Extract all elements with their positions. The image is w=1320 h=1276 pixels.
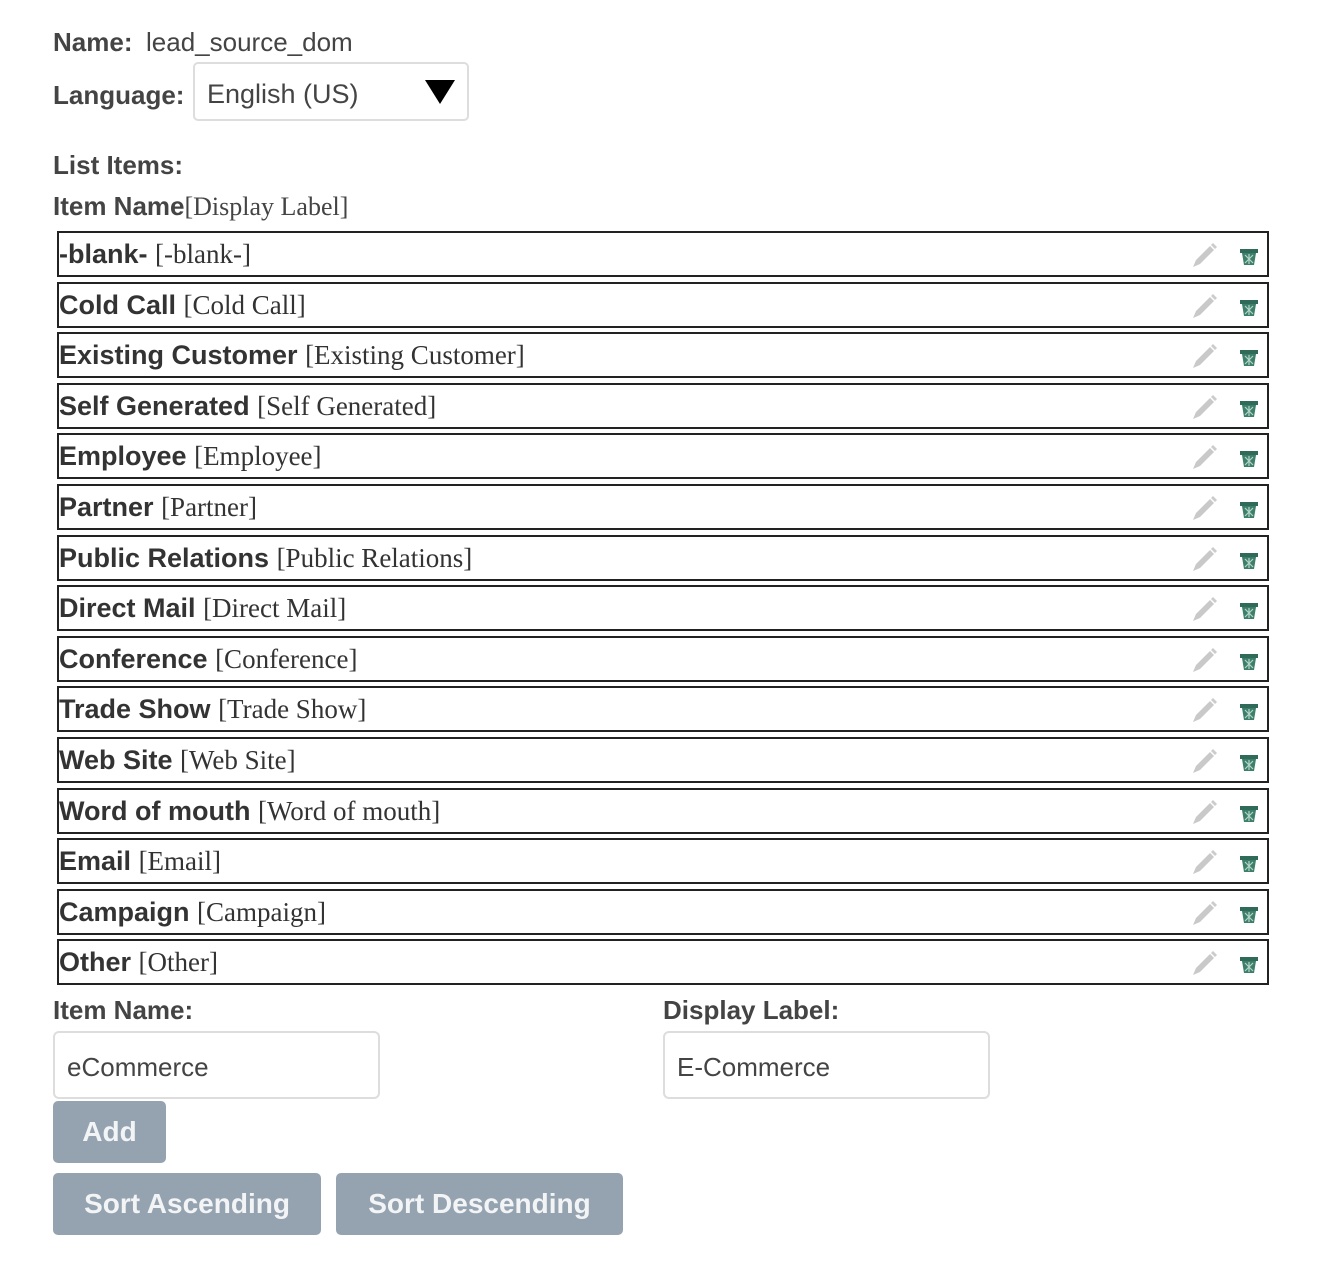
edit-pencil-icon[interactable] bbox=[1189, 646, 1219, 676]
item-display-label: [Conference] bbox=[215, 643, 358, 674]
edit-pencil-icon[interactable] bbox=[1189, 899, 1219, 929]
delete-trash-icon[interactable] bbox=[1239, 400, 1259, 418]
sort-descending-button[interactable]: Sort Descending bbox=[336, 1173, 623, 1235]
item-name: Self Generated bbox=[59, 390, 250, 421]
edit-pencil-icon[interactable] bbox=[1189, 798, 1219, 828]
item-name: Web Site bbox=[59, 744, 173, 775]
item-name: Email bbox=[59, 846, 132, 877]
item-display-label: [Existing Customer] bbox=[305, 340, 525, 371]
item-name: Partner bbox=[59, 491, 154, 522]
delete-trash-icon[interactable] bbox=[1239, 552, 1259, 570]
list-item[interactable] bbox=[57, 231, 1269, 277]
item-display-label: [Self Generated] bbox=[257, 390, 437, 421]
delete-trash-icon[interactable] bbox=[1239, 248, 1259, 266]
edit-pencil-icon[interactable] bbox=[1189, 241, 1219, 271]
item-name-label: Item Name: bbox=[53, 995, 194, 1025]
delete-trash-icon[interactable] bbox=[1239, 805, 1259, 823]
edit-pencil-icon[interactable] bbox=[1189, 342, 1219, 372]
item-name: Direct Mail bbox=[59, 593, 196, 624]
display-label-input[interactable]: E-Commerce bbox=[663, 1031, 990, 1099]
edit-pencil-icon[interactable] bbox=[1189, 747, 1219, 777]
item-display-label: [Cold Call] bbox=[183, 289, 306, 320]
list-item[interactable] bbox=[57, 889, 1269, 935]
item-name: Employee bbox=[59, 441, 187, 472]
list-item[interactable] bbox=[57, 686, 1269, 732]
edit-pencil-icon[interactable] bbox=[1189, 545, 1219, 575]
list-item[interactable] bbox=[57, 433, 1269, 479]
header-display-label: [Display Label] bbox=[184, 192, 349, 221]
name-label: Name: bbox=[53, 27, 133, 57]
item-name: Trade Show bbox=[59, 694, 211, 725]
list-item[interactable] bbox=[57, 636, 1269, 682]
item-display-label: [Word of mouth] bbox=[257, 795, 441, 826]
delete-trash-icon[interactable] bbox=[1239, 906, 1259, 924]
list-item[interactable] bbox=[57, 484, 1269, 530]
list-item[interactable] bbox=[57, 838, 1269, 884]
item-name-input[interactable]: eCommerce bbox=[53, 1031, 380, 1099]
display-label-label: Display Label: bbox=[663, 995, 840, 1025]
delete-trash-icon[interactable] bbox=[1239, 703, 1259, 721]
sort-ascending-button[interactable]: Sort Ascending bbox=[53, 1173, 321, 1235]
dropdown-arrow-icon bbox=[425, 80, 455, 104]
edit-pencil-icon[interactable] bbox=[1189, 595, 1219, 625]
edit-pencil-icon[interactable] bbox=[1189, 393, 1219, 423]
item-display-label: [Web Site] bbox=[180, 744, 296, 775]
delete-trash-icon[interactable] bbox=[1239, 450, 1259, 468]
list-item[interactable] bbox=[57, 737, 1269, 783]
delete-trash-icon[interactable] bbox=[1239, 653, 1259, 671]
list-item[interactable] bbox=[57, 383, 1269, 429]
delete-trash-icon[interactable] bbox=[1239, 501, 1259, 519]
list-items bbox=[57, 231, 1269, 990]
item-display-label: [Direct Mail] bbox=[203, 593, 347, 624]
language-value: English (US) bbox=[207, 79, 359, 109]
edit-pencil-icon[interactable] bbox=[1189, 949, 1219, 979]
item-name: Existing Customer bbox=[59, 340, 298, 371]
language-label: Language: bbox=[53, 80, 185, 110]
item-name: Campaign bbox=[59, 896, 190, 927]
delete-trash-icon[interactable] bbox=[1239, 956, 1259, 974]
delete-trash-icon[interactable] bbox=[1239, 299, 1259, 317]
item-display-label: [Other] bbox=[138, 947, 218, 978]
list-item[interactable] bbox=[57, 788, 1269, 834]
language-select[interactable] bbox=[193, 62, 469, 121]
edit-pencil-icon[interactable] bbox=[1189, 696, 1219, 726]
list-header bbox=[53, 191, 348, 222]
edit-pencil-icon[interactable] bbox=[1189, 443, 1219, 473]
delete-trash-icon[interactable] bbox=[1239, 754, 1259, 772]
item-display-label: [Email] bbox=[138, 846, 222, 877]
item-name: Conference bbox=[59, 643, 208, 674]
edit-pencil-icon[interactable] bbox=[1189, 292, 1219, 322]
item-display-label: [Public Relations] bbox=[276, 542, 473, 573]
list-item[interactable] bbox=[57, 535, 1269, 581]
item-display-label: [Trade Show] bbox=[218, 694, 367, 725]
add-button[interactable]: Add bbox=[53, 1101, 166, 1163]
list-items-label: List Items: bbox=[53, 150, 184, 180]
item-name: -blank- bbox=[59, 239, 148, 269]
edit-pencil-icon[interactable] bbox=[1189, 494, 1219, 524]
delete-trash-icon[interactable] bbox=[1239, 602, 1259, 620]
list-item[interactable] bbox=[57, 585, 1269, 631]
name-value: lead_source_dom bbox=[146, 27, 353, 57]
delete-trash-icon[interactable] bbox=[1239, 855, 1259, 873]
item-name: Public Relations bbox=[59, 542, 270, 573]
item-name: Other bbox=[59, 947, 132, 978]
item-display-label: [Campaign] bbox=[197, 896, 327, 927]
header-item-name: Item Name bbox=[53, 191, 185, 221]
list-item[interactable] bbox=[57, 332, 1269, 378]
item-display-label: [Partner] bbox=[161, 491, 258, 522]
item-name: Word of mouth bbox=[59, 795, 251, 826]
item-display-label: [-blank-] bbox=[155, 239, 251, 269]
edit-pencil-icon[interactable] bbox=[1189, 848, 1219, 878]
delete-trash-icon[interactable] bbox=[1239, 349, 1259, 367]
list-item[interactable] bbox=[57, 282, 1269, 328]
item-display-label: [Employee] bbox=[194, 441, 322, 472]
list-item[interactable] bbox=[57, 939, 1269, 985]
item-name: Cold Call bbox=[59, 289, 177, 320]
